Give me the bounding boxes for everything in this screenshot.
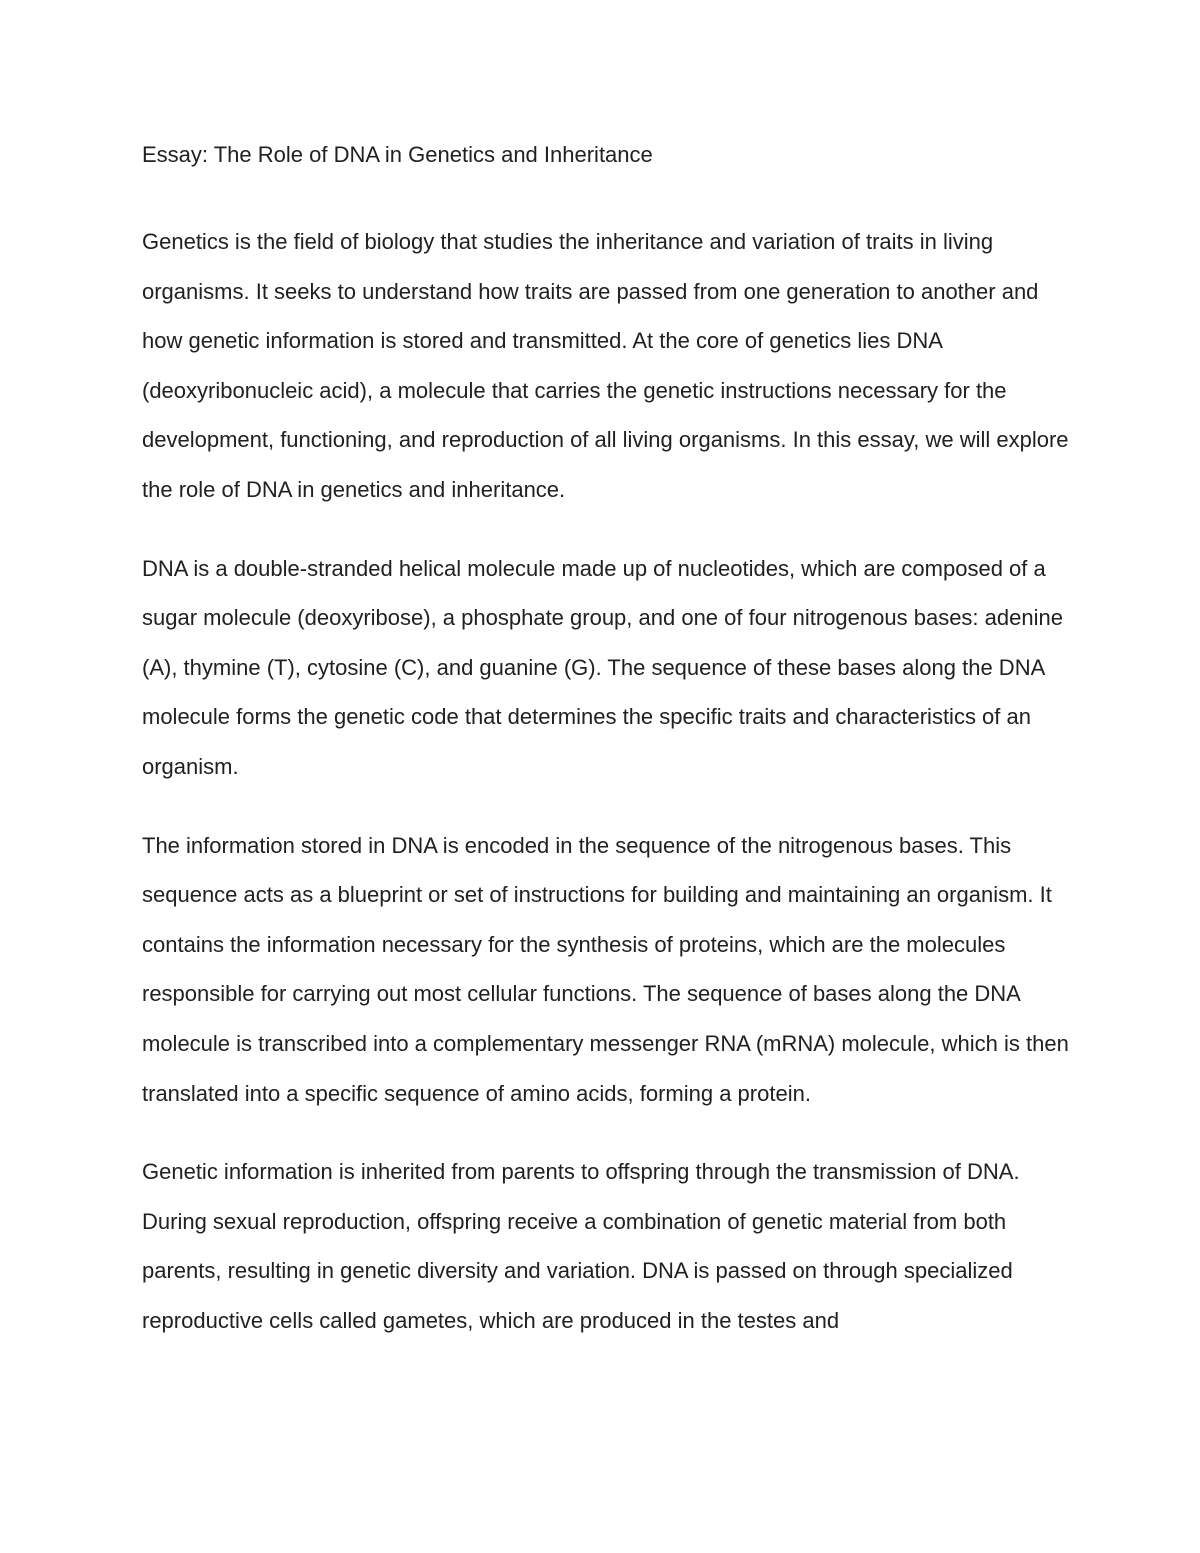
paragraph-inheritance: Genetic information is inherited from parents to offspring through the transmission of DNA. During sexual reproduction, offspring receive a combination of genetic material from both parents, resulting in genetic diversity and variation. DNA is passed on through specialized reproductive cells called gametes, which are produced in the testes and [142, 1159, 1020, 1333]
essay-title: Essay: The Role of DNA in Genetics and Inheritance [142, 142, 653, 167]
paragraph-genetic-code: The information stored in DNA is encoded in the sequence of the nitrogenous bases. This sequence acts as a blueprint or set of instructions for building and maintaining an organism. It contains the information necessary for the synthesis of proteins, which are the molecules responsible for carrying out most cellular functions. The sequence of bases along the DNA molecule is transcribed into a complementary messenger RNA (mRNA) molecule, which is then translated into a specific sequence of amino acids, forming a protein. [142, 832, 1069, 1106]
document-body [142, 137, 1072, 1374]
paragraph-dna-structure: DNA is a double-stranded helical molecule made up of nucleotides, which are composed of a sugar molecule (deoxyribose), a phosphate group, and one of four nitrogenous bases: adenine (A), thymine (T), cytosine (C), and guanine (G). The sequence of these bases along the DNA molecule forms the genetic code that determines the specific traits and characteristics of an organism. [142, 555, 1063, 779]
paragraph-intro: Genetics is the field of biology that studies the inheritance and variation of traits in living organisms. It seeks to understand how traits are passed from one generation to another and how genetic information is stored and transmitted. At the core of genetics lies DNA (deoxyribonucleic acid), a molecule that carries the genetic instructions necessary for the development, functioning, and reproduction of all living organisms. In this essay, we will explore the role of DNA in genetics and inheritance. [142, 229, 1069, 502]
